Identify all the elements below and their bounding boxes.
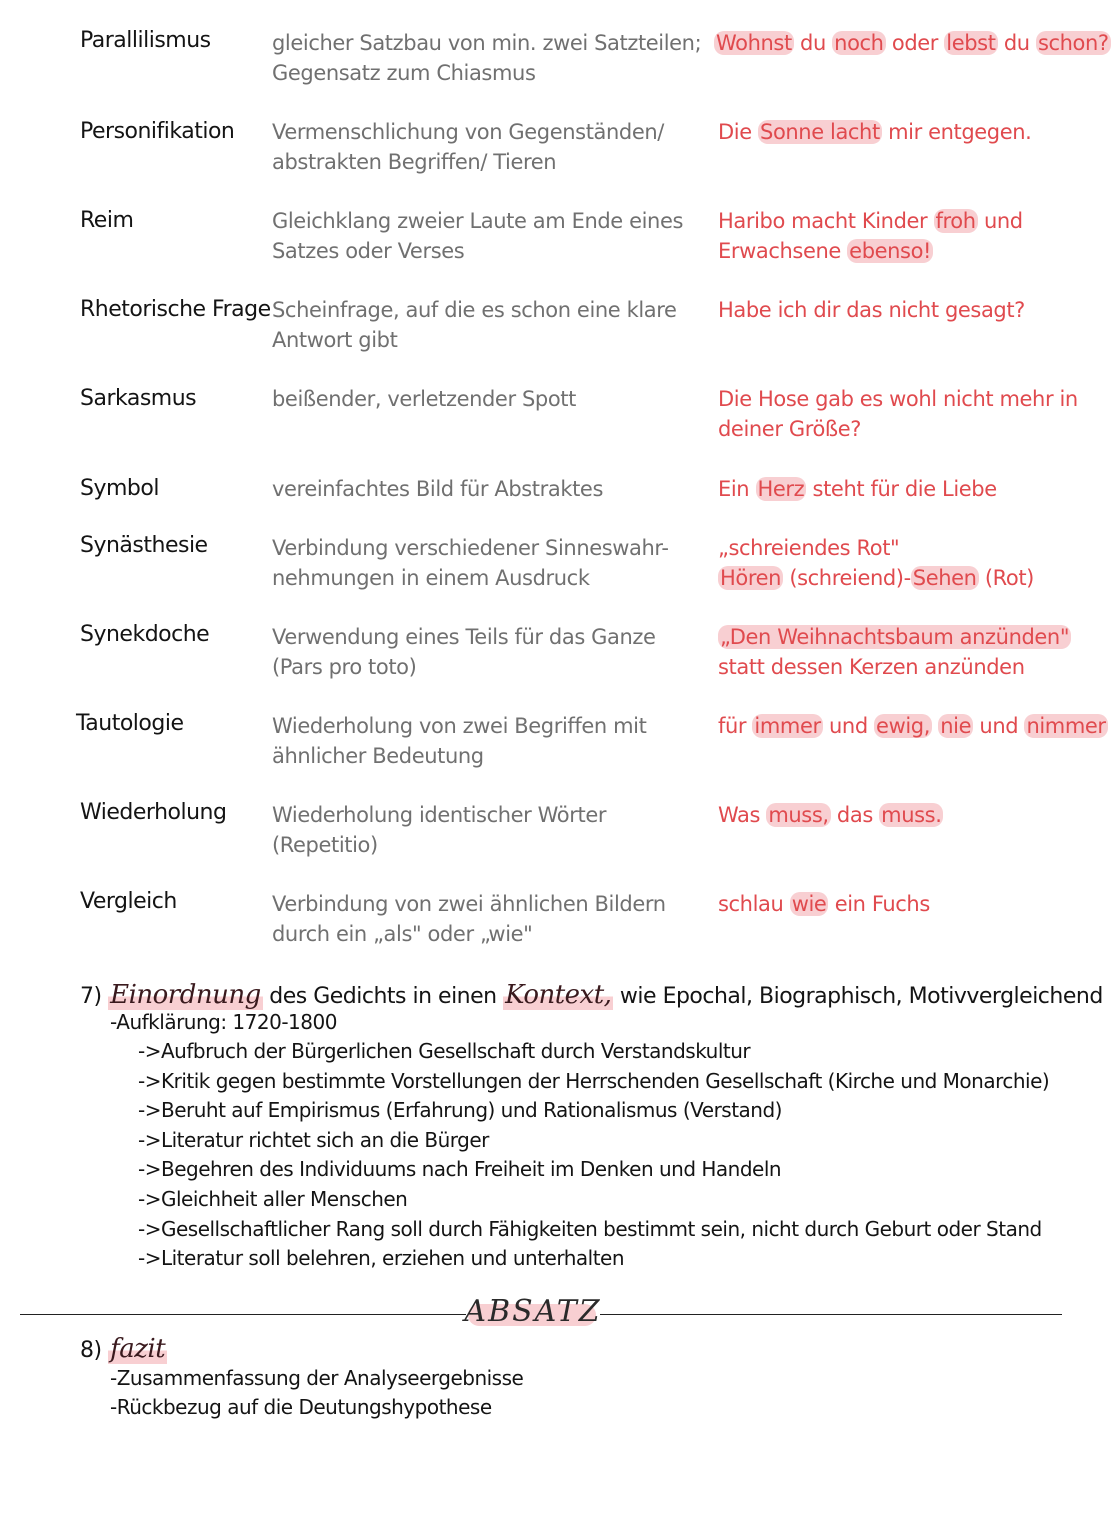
- figure-example: [718, 800, 1078, 830]
- section-7-epoch: -Aufklärung: 1720-1800: [110, 1010, 337, 1034]
- figure-term: Symbol: [80, 476, 159, 501]
- example-highlight: „Den Weihnachtsbaum anzünden": [720, 625, 1070, 649]
- figure-term: Sarkasmus: [80, 386, 197, 411]
- figure-definition: [272, 474, 702, 504]
- example-text: das: [830, 803, 880, 827]
- section-8-keyword-fazit: fazit: [110, 1334, 166, 1364]
- figure-term: Synästhesie: [80, 533, 208, 558]
- example-line: [718, 533, 1078, 563]
- example-highlight: Wohnst: [716, 31, 792, 55]
- example-line: [718, 117, 1078, 147]
- definition-line: Wiederholung von zwei Begriffen mit: [272, 714, 647, 738]
- example-highlight: Hören: [720, 566, 782, 590]
- definition-line: Wiederholung identischer Wörter: [272, 803, 607, 827]
- figure-example: [714, 28, 1109, 58]
- figure-definition: [272, 206, 702, 266]
- example-text: Die: [718, 120, 759, 144]
- context-point: ->Gleichheit aller Menschen: [138, 1187, 408, 1211]
- figure-example: [718, 711, 1106, 741]
- definition-line: Verwendung eines Teils für das Ganze: [272, 625, 656, 649]
- figure-term: Rhetorische Frage: [80, 297, 271, 322]
- section-7-keyword-kontext: Kontext,: [505, 980, 612, 1010]
- example-highlight: muss,: [768, 803, 829, 827]
- example-line: [718, 414, 1078, 444]
- definition-line: durch ein „als" oder „wie": [272, 922, 533, 946]
- example-highlight: immer: [754, 714, 821, 738]
- example-highlight: lebst: [946, 31, 996, 55]
- section-7-heading-rest: wie Epochal, Biographisch, Motivvergleichend: [613, 984, 1103, 1009]
- figure-example: [718, 533, 1078, 593]
- example-text: mir entgegen.: [881, 120, 1032, 144]
- example-highlight: muss.: [881, 803, 942, 827]
- figure-definition: [272, 384, 702, 414]
- definition-line: nehmungen in einem Ausdruck: [272, 566, 590, 590]
- definition-line: Gleichklang zweier Laute am Ende eines: [272, 209, 684, 233]
- figure-definition: [272, 295, 702, 355]
- figure-definition: [272, 800, 702, 860]
- figure-term: Wiederholung: [80, 800, 227, 825]
- definition-line: vereinfachtes Bild für Abstraktes: [272, 477, 603, 501]
- definition-line: beißender, verletzender Spott: [272, 387, 576, 411]
- context-point: ->Beruht auf Empirismus (Erfahrung) und Rationalismus (Verstand): [138, 1098, 782, 1123]
- definition-line: Satzes oder Verses: [272, 239, 465, 263]
- example-line: [718, 652, 1078, 682]
- figure-term: Synekdoche: [80, 622, 210, 647]
- figure-term: Reim: [80, 208, 134, 233]
- figure-term: Parallilismus: [80, 28, 211, 53]
- example-text: du: [793, 31, 833, 55]
- example-text: oder: [885, 31, 945, 55]
- example-text: Haribo macht Kinder: [718, 209, 934, 233]
- example-text: und: [977, 209, 1023, 233]
- definition-line: Vermenschlichung von Gegenständen/: [272, 120, 664, 144]
- example-line: [718, 474, 1078, 504]
- example-text: für: [718, 714, 753, 738]
- divider-line-left: [20, 1314, 466, 1315]
- example-text: du: [997, 31, 1036, 55]
- example-line: [718, 563, 1078, 593]
- example-text: schlau: [718, 892, 790, 916]
- definition-line: Gegensatz zum Chiasmus: [272, 61, 536, 85]
- definition-line: ähnlicher Bedeutung: [272, 744, 484, 768]
- example-highlight: schon?: [1037, 31, 1109, 55]
- example-text: deiner Größe?: [718, 417, 862, 441]
- section-7-number: 7): [80, 984, 102, 1009]
- absatz-label: [462, 1294, 604, 1334]
- example-highlight: Sonne lacht: [760, 120, 880, 144]
- example-line: [718, 295, 1078, 325]
- example-line: [718, 711, 1106, 741]
- context-point: ->Literatur richtet sich an die Bürger: [138, 1127, 489, 1152]
- figure-example: [718, 295, 1078, 325]
- example-line: [718, 384, 1078, 414]
- definition-line: abstrakten Begriffen/ Tieren: [272, 150, 557, 174]
- figure-example: [718, 474, 1078, 504]
- figure-definition: [272, 622, 702, 682]
- definition-line: (Pars pro toto): [272, 655, 417, 679]
- figure-term: Personifikation: [80, 119, 235, 144]
- figure-example: [718, 206, 1078, 266]
- context-point: ->Kritik gegen bestimmte Vorstellungen der Herrschenden Gesellschaft (Kirche und Monarchie): [138, 1068, 1050, 1093]
- example-highlight: nie: [940, 714, 972, 738]
- divider-line-right: [600, 1314, 1062, 1315]
- context-point: ->Gesellschaftlicher Rang soll durch Fähigkeiten bestimmt sein, nicht durch Geburt oder Stand: [138, 1216, 1042, 1241]
- context-point: ->Begehren des Individuums nach Freiheit im Denken und Handeln: [138, 1157, 782, 1182]
- context-point: ->Aufbruch der Bürgerlichen Gesellschaft durch Verstandskultur: [138, 1039, 751, 1063]
- example-line: [718, 800, 1078, 830]
- section-7-heading-mid: des Gedichts in einen: [262, 984, 504, 1009]
- fazit-point: -Rückbezug auf die Deutungshypothese: [110, 1395, 492, 1419]
- example-highlight: Herz: [757, 477, 805, 501]
- figure-example: [718, 889, 1078, 919]
- figure-definition: [272, 533, 702, 593]
- example-line: [718, 206, 1078, 236]
- example-highlight: ewig,: [876, 714, 930, 738]
- example-text: (schreiend)-: [783, 566, 911, 590]
- example-text: und: [973, 714, 1025, 738]
- absatz-text: ABSATZ: [464, 1294, 602, 1329]
- definition-line: gleicher Satzbau von min. zwei Satzteilen;: [272, 31, 702, 55]
- example-text: und: [822, 714, 875, 738]
- definition-line: Scheinfrage, auf die es schon eine klare: [272, 298, 677, 322]
- example-highlight: wie: [791, 892, 827, 916]
- figure-term: Tautologie: [76, 711, 184, 736]
- figure-term: Vergleich: [80, 889, 177, 914]
- section-7-heading: [80, 980, 1103, 1010]
- definition-line: Verbindung verschiedener Sinneswahr-: [272, 536, 669, 560]
- definition-line: (Repetitio): [272, 833, 378, 857]
- section-8-heading: [80, 1334, 167, 1364]
- example-highlight: noch: [834, 31, 884, 55]
- example-text: Habe ich dir das nicht gesagt?: [718, 298, 1025, 322]
- example-text: steht für die Liebe: [806, 477, 997, 501]
- example-text: Die Hose gab es wohl nicht mehr in: [718, 387, 1078, 411]
- example-highlight: froh: [935, 209, 976, 233]
- example-line: [718, 236, 1078, 266]
- example-highlight: nimmer: [1026, 714, 1106, 738]
- figure-example: [718, 622, 1078, 682]
- example-highlight: ebenso!: [849, 239, 932, 263]
- example-text: ein Fuchs: [828, 892, 930, 916]
- example-text: statt dessen Kerzen anzünden: [718, 655, 1025, 679]
- definition-line: Antwort gibt: [272, 328, 398, 352]
- context-point: ->Literatur soll belehren, erziehen und unterhalten: [138, 1246, 625, 1271]
- example-line: [718, 622, 1078, 652]
- example-text: Ein: [718, 477, 756, 501]
- example-text: (Rot): [978, 566, 1034, 590]
- figure-definition: [272, 889, 702, 949]
- example-line: [718, 889, 1078, 919]
- example-line: [714, 28, 1109, 58]
- figure-definition: [272, 711, 702, 771]
- example-text: „schreiendes Rot": [718, 536, 900, 560]
- example-text: Erwachsene: [718, 239, 848, 263]
- definition-line: Verbindung von zwei ähnlichen Bildern: [272, 892, 666, 916]
- section-7-keyword-einordnung: Einordnung: [110, 980, 261, 1010]
- fazit-point: -Zusammenfassung der Analyseergebnisse: [110, 1366, 524, 1390]
- example-highlight: Sehen: [912, 566, 977, 590]
- figure-example: [718, 384, 1078, 444]
- figure-example: [718, 117, 1078, 147]
- figure-definition: [272, 117, 702, 177]
- section-8-number: 8): [80, 1338, 102, 1363]
- figure-definition: [272, 28, 702, 88]
- example-text: Was: [718, 803, 767, 827]
